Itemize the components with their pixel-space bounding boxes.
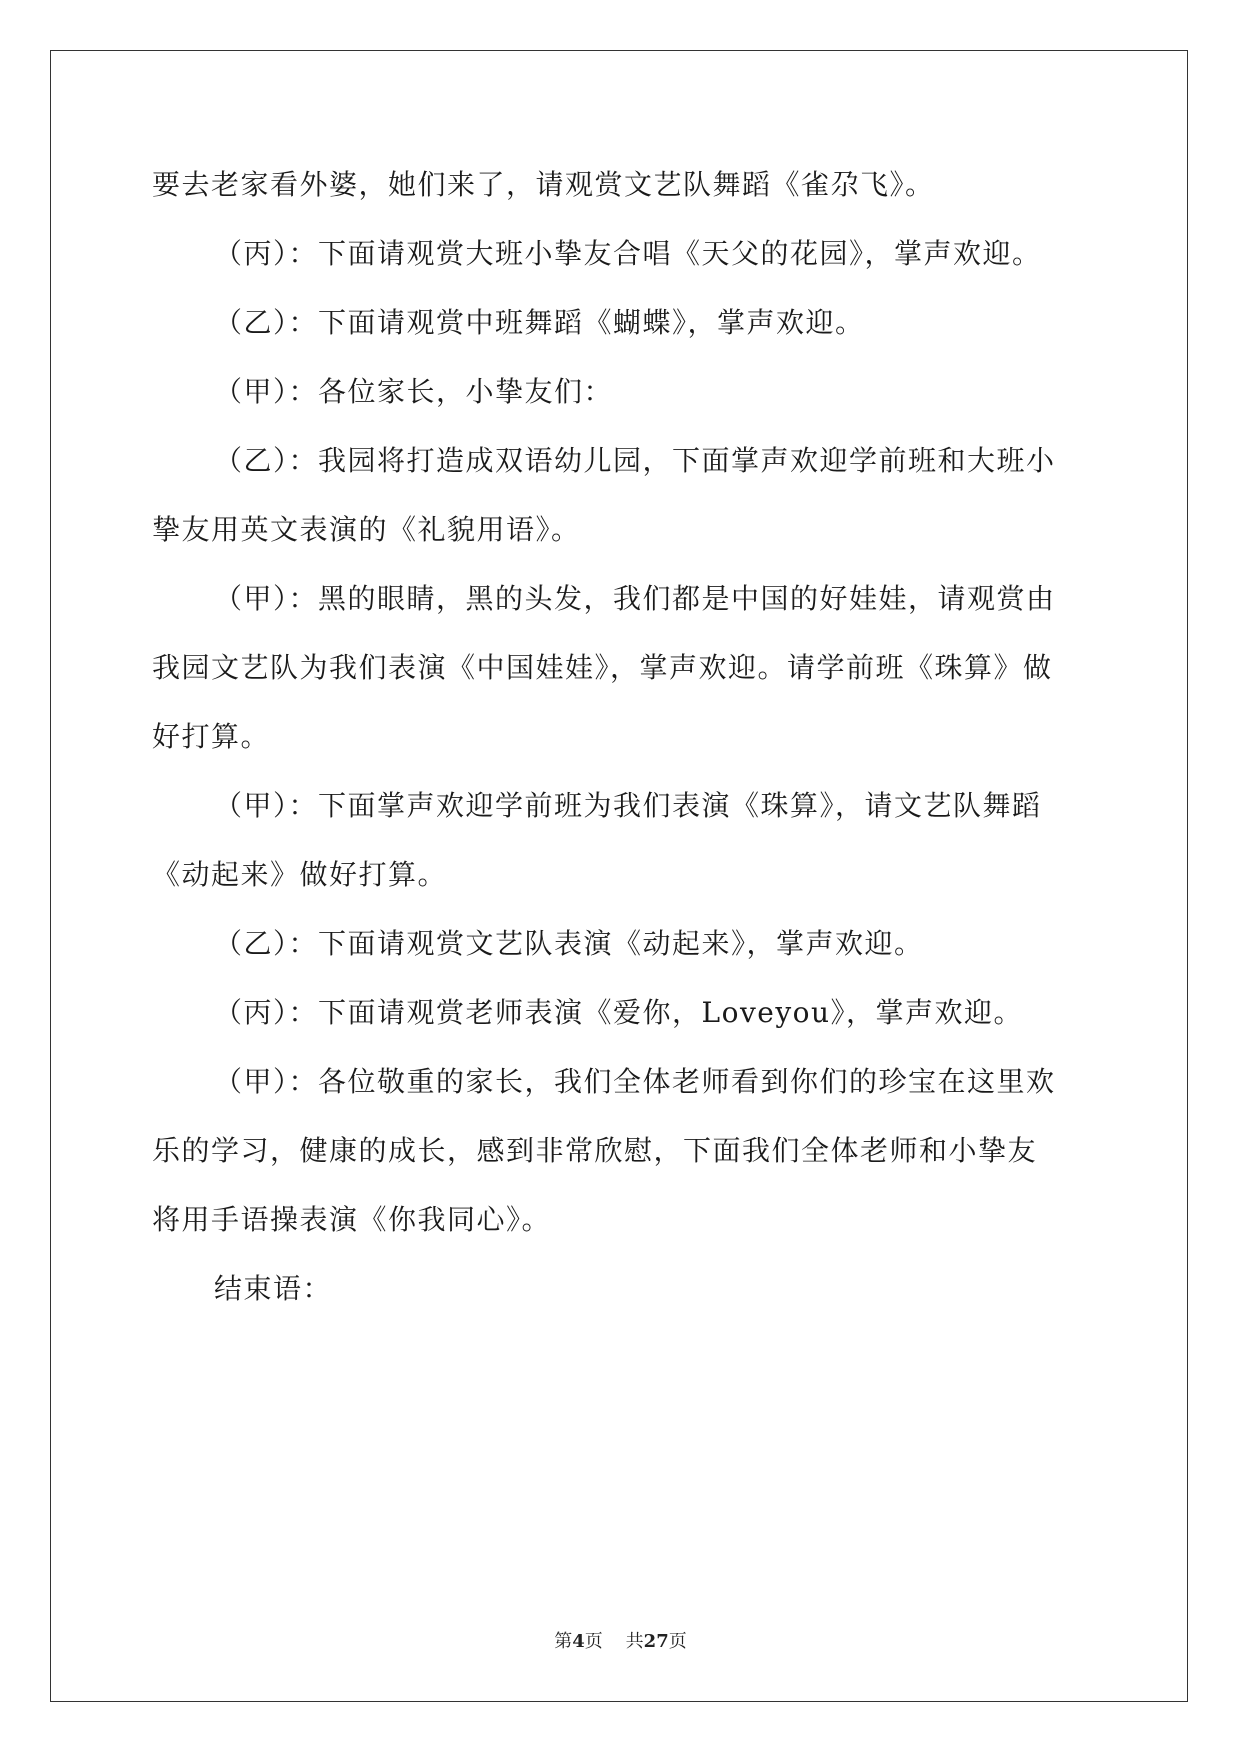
text-line: 挚友用英文表演的《礼貌用语》。: [152, 513, 581, 546]
text-line: 《动起来》做好打算。: [152, 858, 448, 891]
text-line: （乙）：下面请观赏文艺队表演《动起来》，掌声欢迎。: [214, 927, 924, 960]
footer-total-unit: 页: [668, 1631, 687, 1652]
text-line: （丙）：下面请观赏大班小挚友合唱《天父的花园》，掌声欢迎。: [214, 237, 1042, 270]
text-line: 我园文艺队为我们表演《中国娃娃》，掌声欢迎。请学前班《珠算》做: [152, 651, 1053, 684]
footer-page-unit: 页: [584, 1631, 603, 1652]
text-line: （甲）：各位敬重的家长，我们全体老师看到你们的珍宝在这里欢: [214, 1065, 1056, 1098]
footer-total-prefix: 共: [625, 1631, 644, 1652]
text-line: （甲）：各位家长，小挚友们：: [214, 375, 614, 408]
text-line: 要去老家看外婆，她们来了，请观赏文艺队舞蹈《雀尕飞》。: [152, 168, 935, 201]
current-page-number: 4: [572, 1631, 585, 1652]
text-line: 乐的学习，健康的成长，感到非常欣慰，下面我们全体老师和小挚友: [152, 1134, 1038, 1167]
text-line: （丙）：下面请观赏老师表演《爱你，Loveyou》，掌声欢迎。: [214, 996, 1024, 1029]
page-footer: [0, 1630, 1241, 1654]
text-line: （甲）：下面掌声欢迎学前班为我们表演《珠算》，请文艺队舞蹈: [214, 789, 1042, 822]
footer-prefix: 第: [554, 1631, 573, 1652]
text-line: 将用手语操表演《你我同心》。: [152, 1203, 552, 1236]
text-line: 结束语：: [214, 1272, 333, 1305]
total-page-count: 27: [643, 1631, 669, 1652]
text-line: 好打算。: [152, 720, 271, 753]
text-line: （乙）：我园将打造成双语幼儿园，下面掌声欢迎学前班和大班小: [214, 444, 1056, 477]
text-line: （甲）：黑的眼睛，黑的头发，我们都是中国的好娃娃，请观赏由: [214, 582, 1056, 615]
text-line: （乙）：下面请观赏中班舞蹈《蝴蝶》，掌声欢迎。: [214, 306, 865, 339]
